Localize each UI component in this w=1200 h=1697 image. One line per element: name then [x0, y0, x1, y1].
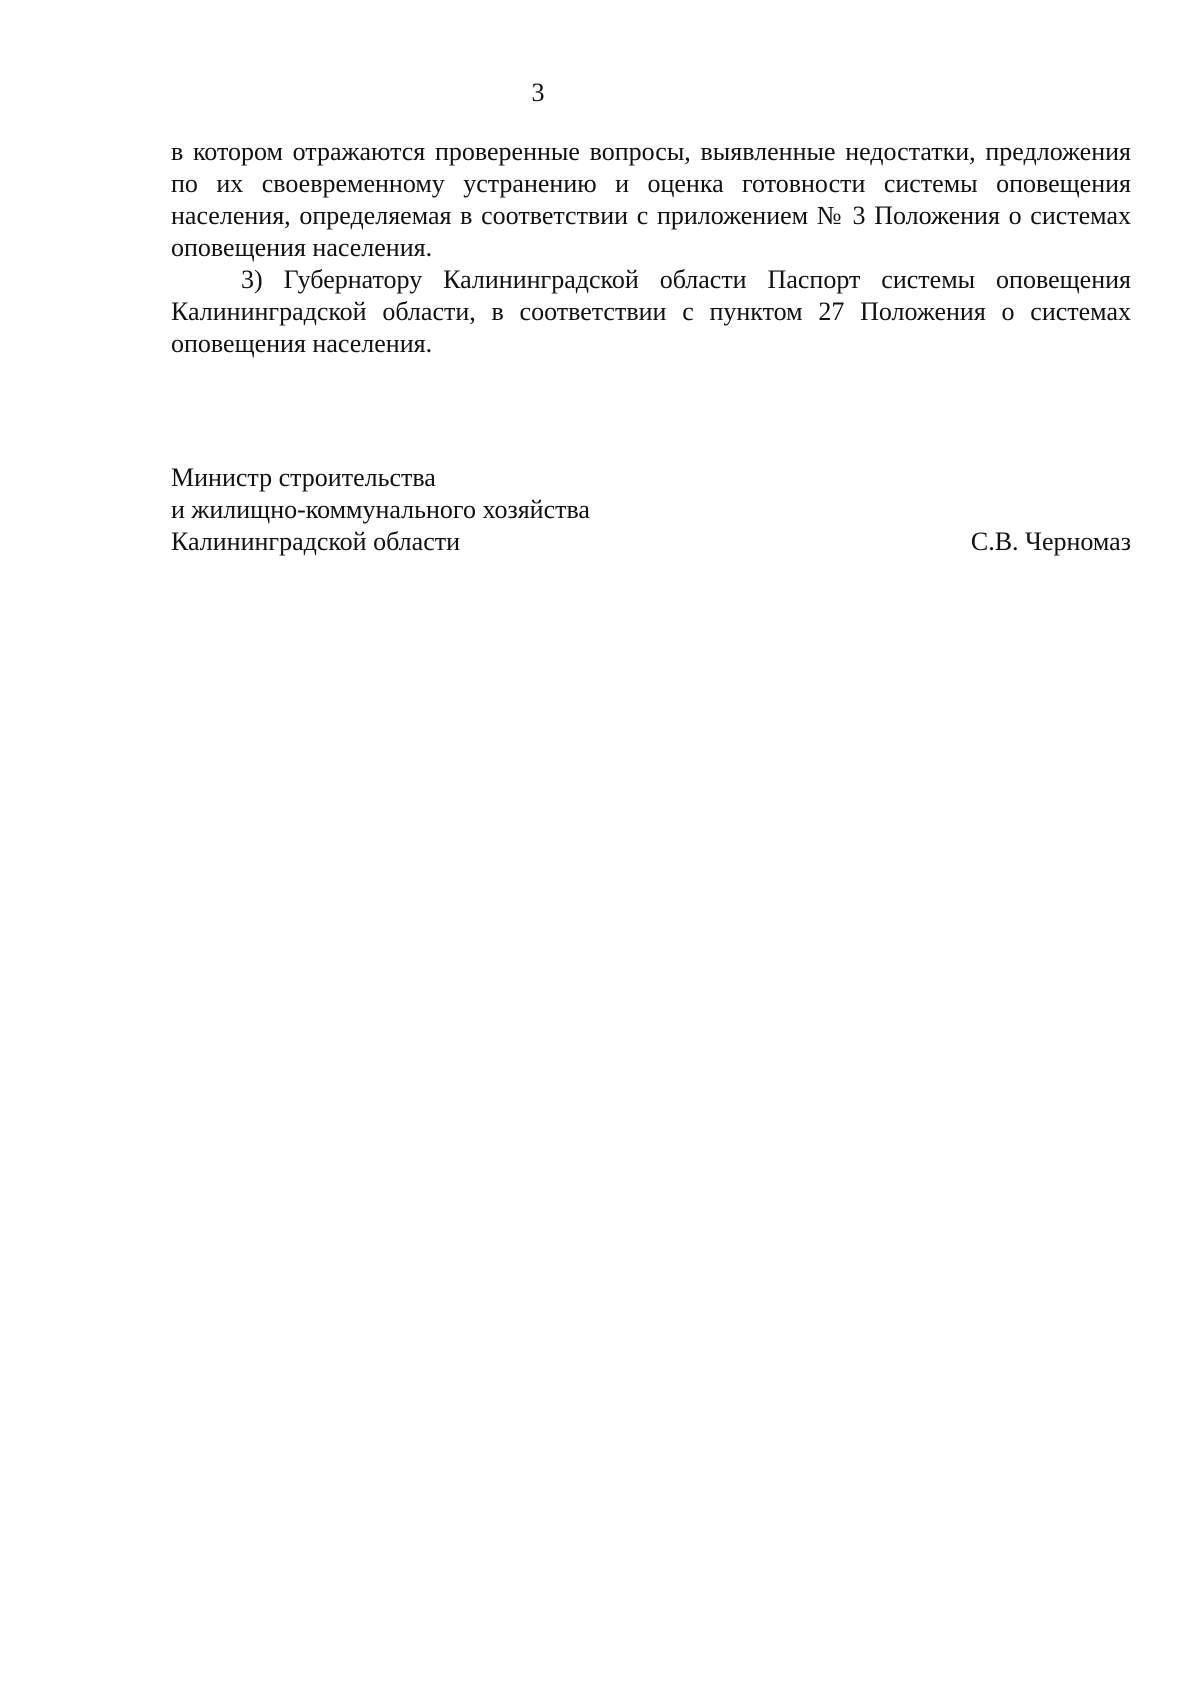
signer-title-line-1: Министр строительства: [171, 463, 436, 492]
document-body: [171, 136, 1131, 360]
signer-row: [171, 526, 1131, 558]
page-number: 3: [531, 78, 545, 107]
signature-block: [171, 462, 1131, 558]
signer-title-line-3: Калининградской области: [171, 527, 461, 556]
paragraph-continuation: в котором отражаются проверенные вопросы, выявленные недостатки, предложения по их своевременному устранению и оценка готовности системы оповещения населения, определяемая в соответствии с приложением № 3 Положения о системах оповещения населения.: [171, 137, 1131, 262]
signer-title-line-2: и жилищно-коммунального хозяйства: [171, 495, 590, 524]
signer-name: С.В. Черномаз: [970, 527, 1131, 556]
paragraph-item-3: 3) Губернатору Калининградской области Паспорт системы оповещения Калининградской области, в соответствии с пунктом 27 Положения о системах оповещения населения.: [171, 265, 1131, 358]
